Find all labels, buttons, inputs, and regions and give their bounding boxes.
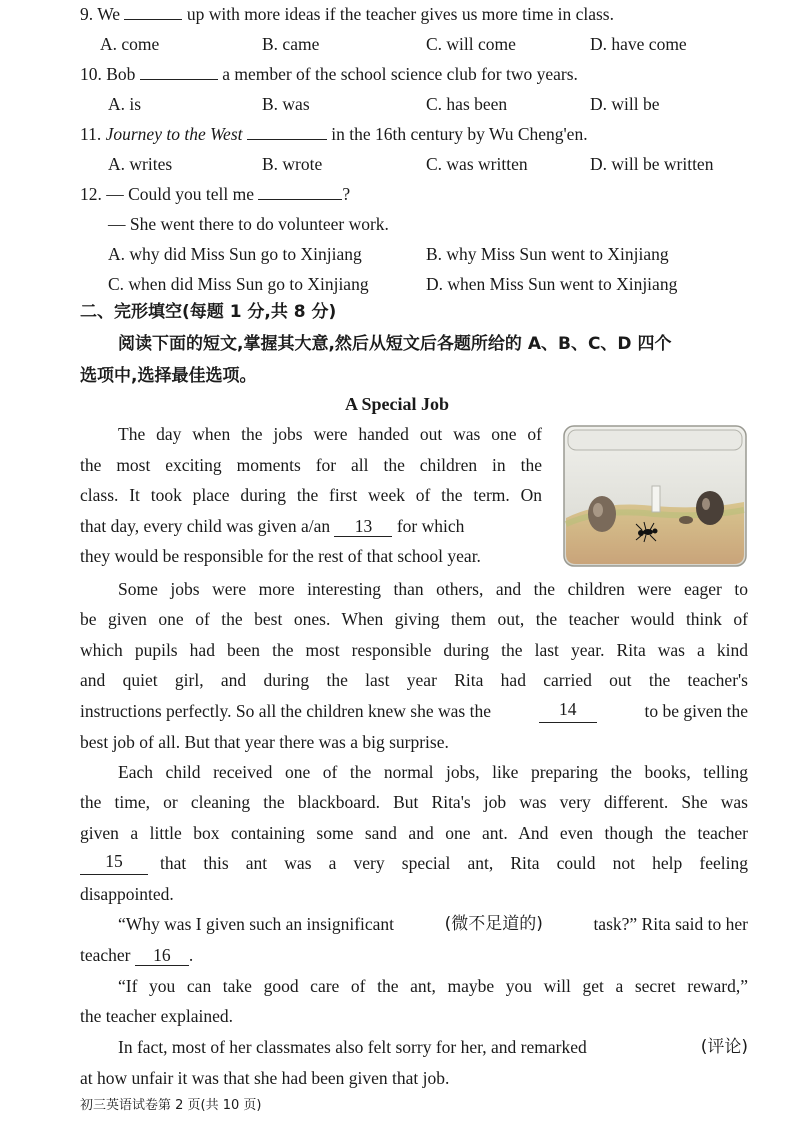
option-d: D. will be written <box>590 154 714 174</box>
paragraph-2-line: and quiet girl, and during the last year Rita had carried out the teacher's <box>80 670 748 690</box>
question-number: 11. <box>80 124 102 144</box>
question-number: 12. <box>80 184 102 204</box>
paragraph-2-line: be given one of the best ones. When giving them out, the teacher would think of <box>80 609 748 629</box>
option-b: B. was <box>262 94 310 114</box>
dialogue-reply: — She went there to do volunteer work. <box>108 214 389 234</box>
paragraph-1-line: they would be responsible for the rest of that school year. <box>80 546 481 566</box>
question-10 <box>80 62 578 86</box>
ant-box-image <box>562 422 748 568</box>
paragraph-1-line: the most exciting moments for all the children in the <box>80 455 542 475</box>
question-number: 10. <box>80 64 102 84</box>
question-text-pre: Bob <box>106 64 136 84</box>
paragraph-2-line: Some jobs were more interesting than others, and the children were eager to <box>118 579 748 599</box>
question-text-pre: We <box>97 4 121 24</box>
paragraph-5-line: the teacher explained. <box>80 1006 234 1026</box>
blank-15: 15 <box>80 851 148 875</box>
option-d: D. when Miss Sun went to Xinjiang <box>426 274 678 294</box>
paragraph-1-line-blank <box>80 514 464 538</box>
blank-13: 13 <box>334 516 392 537</box>
option-b: B. why Miss Sun went to Xinjiang <box>426 244 669 264</box>
question-9 <box>80 2 614 26</box>
chinese-gloss: (微不足道的) <box>444 914 543 934</box>
option-a: A. come <box>100 34 160 54</box>
answer-blank <box>258 183 342 200</box>
instruction-line-2: 选项中,选择最佳选项。 <box>80 366 257 386</box>
option-a: A. why did Miss Sun go to Xinjiang <box>108 244 362 264</box>
paragraph-6-line <box>118 1035 748 1059</box>
answer-blank <box>140 63 218 80</box>
paragraph-2-line: best job of all. But that year there was a big surprise. <box>80 732 449 752</box>
chinese-gloss: (评论) <box>700 1037 748 1057</box>
answer-blank <box>124 3 182 20</box>
option-d: D. will be <box>590 94 660 114</box>
paragraph-4-line-blank <box>80 943 193 967</box>
question-text-post: in the 16th century by Wu Cheng'en. <box>331 124 588 144</box>
text: “Why was I given such an insignificant <box>118 914 395 934</box>
paragraph-2-line: which pupils had been the most responsible during the last year. Rita was a kind <box>80 640 748 660</box>
instruction-line-1: 阅读下面的短文,掌握其大意,然后从短文后各题所给的 A、B、C、D 四个 <box>118 334 672 354</box>
text: that this ant was a very special ant, Rita could not help feeling <box>160 853 748 873</box>
article-title: A Special Job <box>344 394 450 414</box>
question-11 <box>80 122 588 146</box>
option-b: B. wrote <box>262 154 323 174</box>
paragraph-6-line: at how unfair it was that she had been given that job. <box>80 1068 450 1088</box>
paragraph-4-line <box>118 912 748 936</box>
option-d: D. have come <box>590 34 687 54</box>
paragraph-3-line: Each child received one of the normal jobs, like preparing the books, telling <box>118 762 748 782</box>
blank-16: 16 <box>135 945 189 966</box>
paragraph-3-line-blank <box>80 851 748 875</box>
text: task?” Rita said to her <box>593 914 748 934</box>
paragraph-1-line: The day when the jobs were handed out was one of <box>118 424 542 444</box>
option-c: C. was written <box>426 154 528 174</box>
text: In fact, most of her classmates also felt sorry for her, and remarked <box>118 1037 587 1057</box>
book-title: Journey to the West <box>105 124 243 144</box>
paragraph-5-line: “If you can take good care of the ant, maybe you will get a secret reward,” <box>118 976 748 996</box>
question-number: 9. <box>80 4 94 24</box>
option-b: B. came <box>262 34 320 54</box>
section-title: 二、完形填空(每题 1 分,共 8 分) <box>80 302 337 322</box>
question-mark: ? <box>342 184 351 204</box>
question-12 <box>80 182 350 206</box>
paragraph-1-line: class. It took place during the first week of the term. On <box>80 485 542 505</box>
text: instructions perfectly. So all the children knew she was the <box>80 701 491 721</box>
answer-blank <box>247 123 327 140</box>
paragraph-2-line-blank <box>80 699 748 723</box>
ant-box-photo <box>562 422 748 568</box>
blank-14: 14 <box>539 699 597 723</box>
option-a: A. is <box>108 94 142 114</box>
text: to be given the <box>644 701 748 721</box>
paragraph-3-line: disappointed. <box>80 884 174 904</box>
text: . <box>188 945 194 965</box>
question-text-post: a member of the school science club for two years. <box>222 64 578 84</box>
option-c: C. has been <box>426 94 508 114</box>
page-footer: 初三英语试卷第 2 页(共 10 页) <box>80 1098 262 1113</box>
dialogue-line: — Could you tell me <box>106 184 255 204</box>
option-a: A. writes <box>108 154 173 174</box>
text: for which <box>396 516 465 536</box>
paragraph-3-line: the time, or cleaning the blackboard. But Rita's job was very different. She was <box>80 792 748 812</box>
paragraph-3-line: given a little box containing some sand and one ant. And even though the teacher <box>80 823 748 843</box>
text: teacher <box>80 945 131 965</box>
text: that day, every child was given a/an <box>80 516 331 536</box>
option-c: C. when did Miss Sun go to Xinjiang <box>108 274 369 294</box>
question-text-post: up with more ideas if the teacher gives us more time in class. <box>186 4 614 24</box>
option-c: C. will come <box>426 34 516 54</box>
